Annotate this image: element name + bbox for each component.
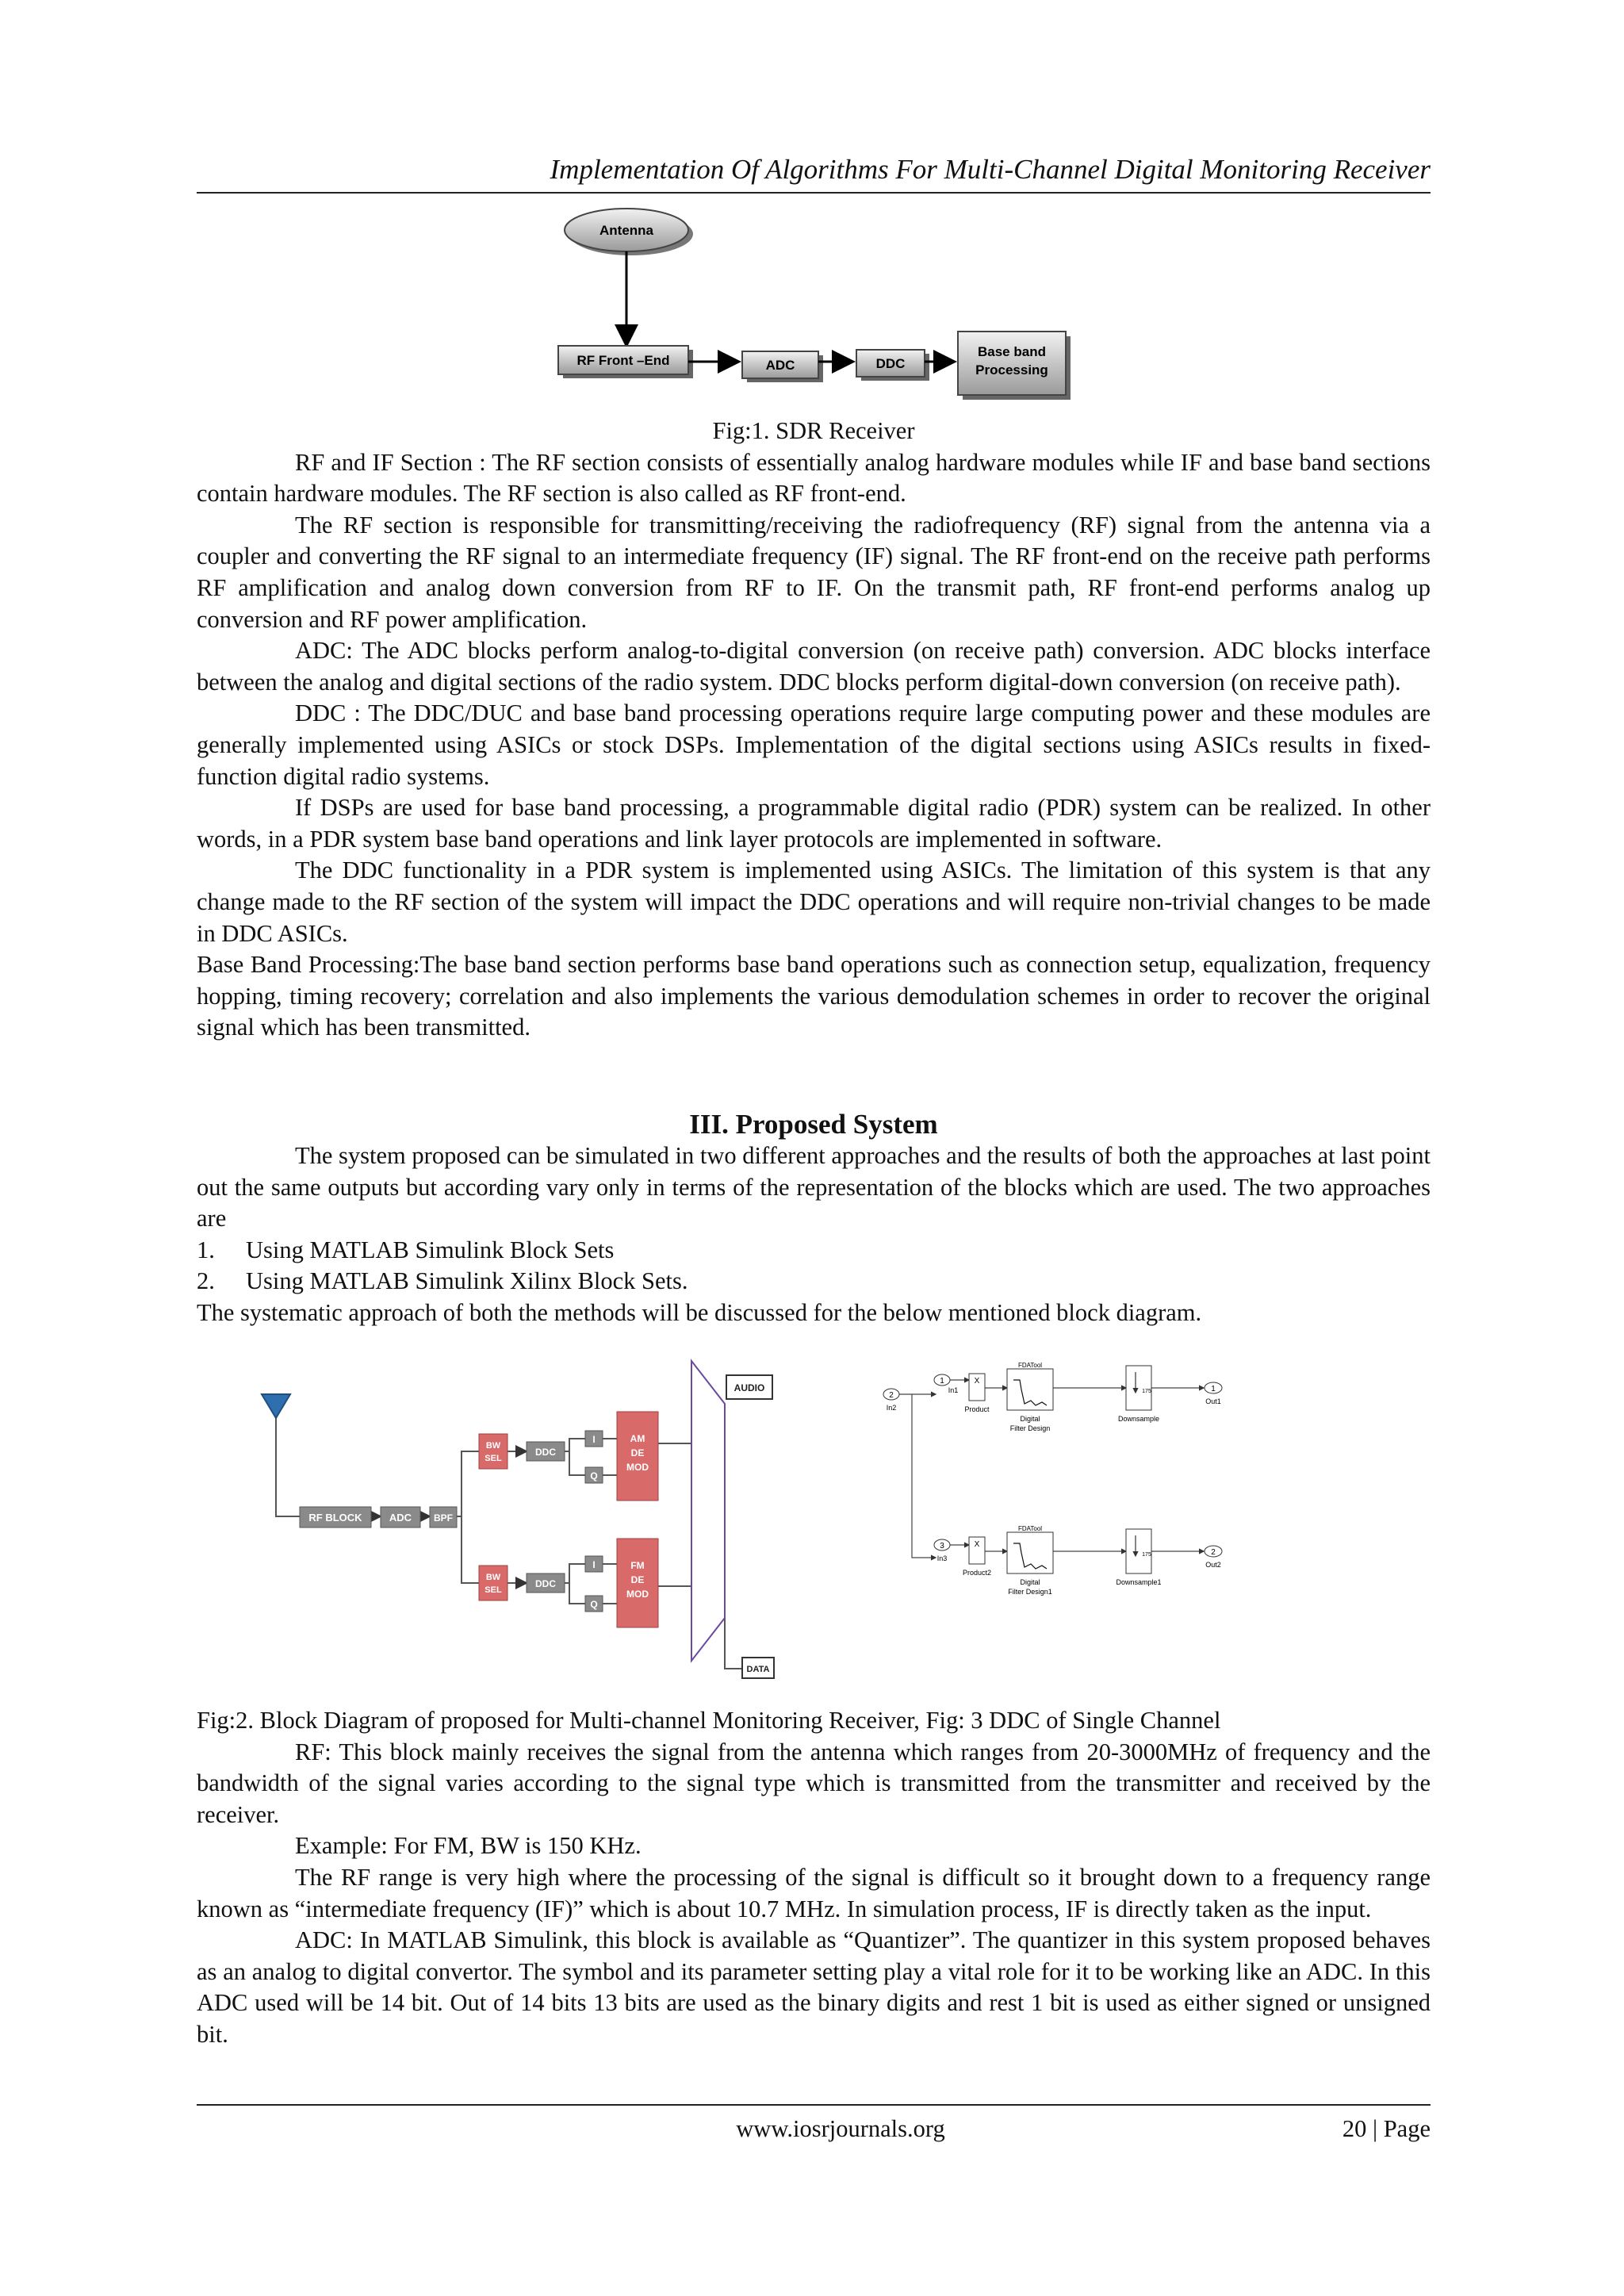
svg-text:MOD: MOD: [626, 1589, 649, 1600]
svg-text:Digital: Digital: [1020, 1415, 1040, 1423]
svg-text:Digital: Digital: [1020, 1578, 1040, 1586]
svg-text:DATA: DATA: [746, 1665, 770, 1674]
svg-text:Q: Q: [590, 1470, 598, 1481]
downsample-block: [1126, 1366, 1151, 1410]
figure-1-caption: Fig:1. SDR Receiver: [712, 417, 915, 444]
svg-text:3: 3: [940, 1542, 944, 1550]
body-section-2: [197, 1140, 1431, 1329]
svg-text:In2: In2: [886, 1404, 897, 1412]
svg-text:RF BLOCK: RF BLOCK: [308, 1512, 362, 1524]
list-item: 2. Using MATLAB Simulink Xilinx Block Sets.: [197, 1267, 688, 1295]
paragraph: The DDC functionality in a PDR system is implemented using ASICs. The limitation of this system is that any change made to the RF section of the system will impact the DDC operations and will require non-trivial changes to be made in DDC ASICs.: [197, 857, 1431, 947]
body-section-3: [197, 1705, 1431, 2051]
svg-text:Downsample1: Downsample1: [1116, 1578, 1162, 1586]
svg-text:DE: DE: [630, 1447, 645, 1458]
svg-text:BW: BW: [485, 1573, 501, 1582]
figure-1-sdr-diagram: [523, 206, 1094, 412]
baseband-label-line2: Processing: [975, 362, 1048, 378]
figure-3-ddc-simulink: [880, 1358, 1324, 1612]
svg-text:2: 2: [1211, 1548, 1216, 1557]
svg-text:ADC: ADC: [389, 1512, 412, 1524]
svg-text:1: 1: [1211, 1385, 1216, 1393]
svg-text:X: X: [974, 1540, 980, 1549]
svg-text:X: X: [974, 1377, 980, 1386]
svg-text:BW: BW: [485, 1441, 501, 1451]
paragraph: The systematic approach of both the methods will be discussed for the below mentioned block diagram.: [197, 1298, 1202, 1326]
running-header: Implementation Of Algorithms For Multi-Channel Digital Monitoring Receiver: [550, 154, 1431, 185]
selector-mux: [691, 1361, 725, 1661]
svg-text:Filter Design: Filter Design: [1009, 1424, 1051, 1432]
rf-front-end-label: RF Front –End: [576, 353, 670, 368]
svg-text:FDATool: FDATool: [1018, 1525, 1043, 1532]
approach-list: [197, 1235, 1431, 1297]
footer-website: www.iosrjournals.org: [736, 2115, 945, 2142]
svg-text:2: 2: [889, 1391, 894, 1400]
svg-text:1: 1: [940, 1377, 944, 1386]
svg-text:DDC: DDC: [535, 1578, 556, 1589]
svg-text:175: 175: [1142, 1552, 1151, 1558]
antenna-icon: [262, 1394, 290, 1418]
svg-text:AM: AM: [630, 1433, 645, 1444]
svg-text:BPF: BPF: [434, 1512, 453, 1524]
paragraph: DDC : The DDC/DUC and base band processing operations require large computing power and these modules are generally implemented using ASICs or stock DSPs. Implementation of the digital sections using ASICs results in fixed-function digital radio systems.: [197, 700, 1431, 790]
baseband-label-line1: Base band: [978, 344, 1046, 359]
svg-text:I: I: [592, 1434, 596, 1445]
digital-filter-design1-block: [1007, 1532, 1053, 1573]
paragraph: Example: For FM, BW is 150 KHz.: [295, 1832, 642, 1860]
paragraph: If DSPs are used for base band processing, a programmable digital radio (PDR) system can be realized. In other words, in a PDR system base band operations and link layer protocols are implemented in software.: [197, 794, 1431, 853]
antenna-label: Antenna: [599, 223, 653, 238]
svg-text:SEL: SEL: [485, 1585, 502, 1595]
paragraph: ADC: The ADC blocks perform analog-to-digital conversion (on receive path) conversion. ADC blocks interface between the analog and digital sections of the radio system. DDC blocks perform digital-down conversion (on receive path).: [197, 637, 1431, 696]
svg-text:FDATool: FDATool: [1018, 1362, 1043, 1369]
paragraph: The RF section is responsible for transmitting/receiving the radiofrequency (RF) signal from the antenna via a coupler and converting the RF signal to an intermediate frequency (IF) signal. The RF front-end on the receive path performs RF amplification and analog down conversion from RF to IF. On the transmit path, RF front-end performs analog up conversion and RF power amplification.: [197, 511, 1431, 633]
paragraph: RF and IF Section : The RF section consists of essentially analog hardware modules while IF and base band sections contain hardware modules. The RF section is also called as RF front-end.: [197, 448, 1431, 508]
svg-text:Filter Design1: Filter Design1: [1008, 1588, 1052, 1596]
svg-text:Product: Product: [964, 1405, 990, 1413]
paragraph: ADC: In MATLAB Simulink, this block is available as “Quantizer”. The quantizer in this system proposed behaves as an analog to digital convertor. The symbol and its parameter setting play a vital role for it to be working like an ADC. In this ADC used will be 14 bit. Out of 14 bits 13 bits are used as the binary digits and rest 1 bit is used as either signed or unsigned bit.: [197, 1926, 1431, 2048]
paragraph: Base Band Processing:The base band section performs base band operations such as connection setup, equalization, frequency hopping, timing recovery; correlation and also implements the various demodulation schemes in order to recover the original signal which has been transmitted.: [197, 951, 1431, 1041]
svg-text:Downsample: Downsample: [1117, 1415, 1160, 1423]
downsample1-block: [1126, 1529, 1151, 1573]
svg-text:Out2: Out2: [1205, 1561, 1221, 1569]
figure-2-3-caption: Fig:2. Block Diagram of proposed for Multi-channel Monitoring Receiver, Fig: 3 DDC of Single Channel: [197, 1707, 1221, 1734]
svg-text:Out1: Out1: [1205, 1397, 1221, 1405]
svg-text:FM: FM: [630, 1560, 645, 1571]
svg-text:DE: DE: [630, 1574, 645, 1585]
section-heading: III. Proposed System: [689, 1109, 938, 1140]
digital-filter-design-block: [1007, 1369, 1053, 1410]
svg-text:In1: In1: [948, 1386, 959, 1394]
list-item: 1. Using MATLAB Simulink Block Sets: [197, 1236, 615, 1263]
svg-text:AUDIO: AUDIO: [733, 1382, 765, 1393]
footer-page-number: 20 | Page: [1342, 2115, 1431, 2142]
paragraph: The system proposed can be simulated in two different approaches and the results of both the approaches at last point out the same outputs but according vary only in terms of the representation of the blocks which are used. The two approaches are: [197, 1142, 1431, 1232]
bw-sel-block-2: [479, 1566, 508, 1600]
svg-text:I: I: [592, 1559, 596, 1570]
paragraph: RF: This block mainly receives the signal from the antenna which ranges from 20-3000MHz of frequency and the bandwidth of the signal varies according to the signal type which is transmitted from the transmitter and received by the receiver.: [197, 1738, 1431, 1828]
header-rule: [197, 192, 1431, 194]
svg-text:Product2: Product2: [962, 1569, 992, 1577]
paragraph: The RF range is very high where the processing of the signal is difficult so it brought down to a frequency range known as “intermediate frequency (IF)” which is about 10.7 MHz. In simulation process, IF is directly taken as the input.: [197, 1863, 1431, 1922]
svg-text:175: 175: [1142, 1389, 1151, 1394]
figure-2-block-diagram: [254, 1348, 777, 1681]
bw-sel-block-1: [479, 1434, 508, 1469]
svg-text:SEL: SEL: [485, 1454, 502, 1463]
svg-text:Q: Q: [590, 1599, 598, 1610]
svg-text:MOD: MOD: [626, 1462, 649, 1473]
svg-text:In3: In3: [936, 1554, 948, 1562]
ddc-label: DDC: [875, 356, 906, 371]
svg-text:DDC: DDC: [535, 1447, 556, 1458]
body-section-1: [197, 416, 1431, 1044]
footer-rule: [197, 2104, 1431, 2106]
adc-label: ADC: [765, 358, 795, 373]
